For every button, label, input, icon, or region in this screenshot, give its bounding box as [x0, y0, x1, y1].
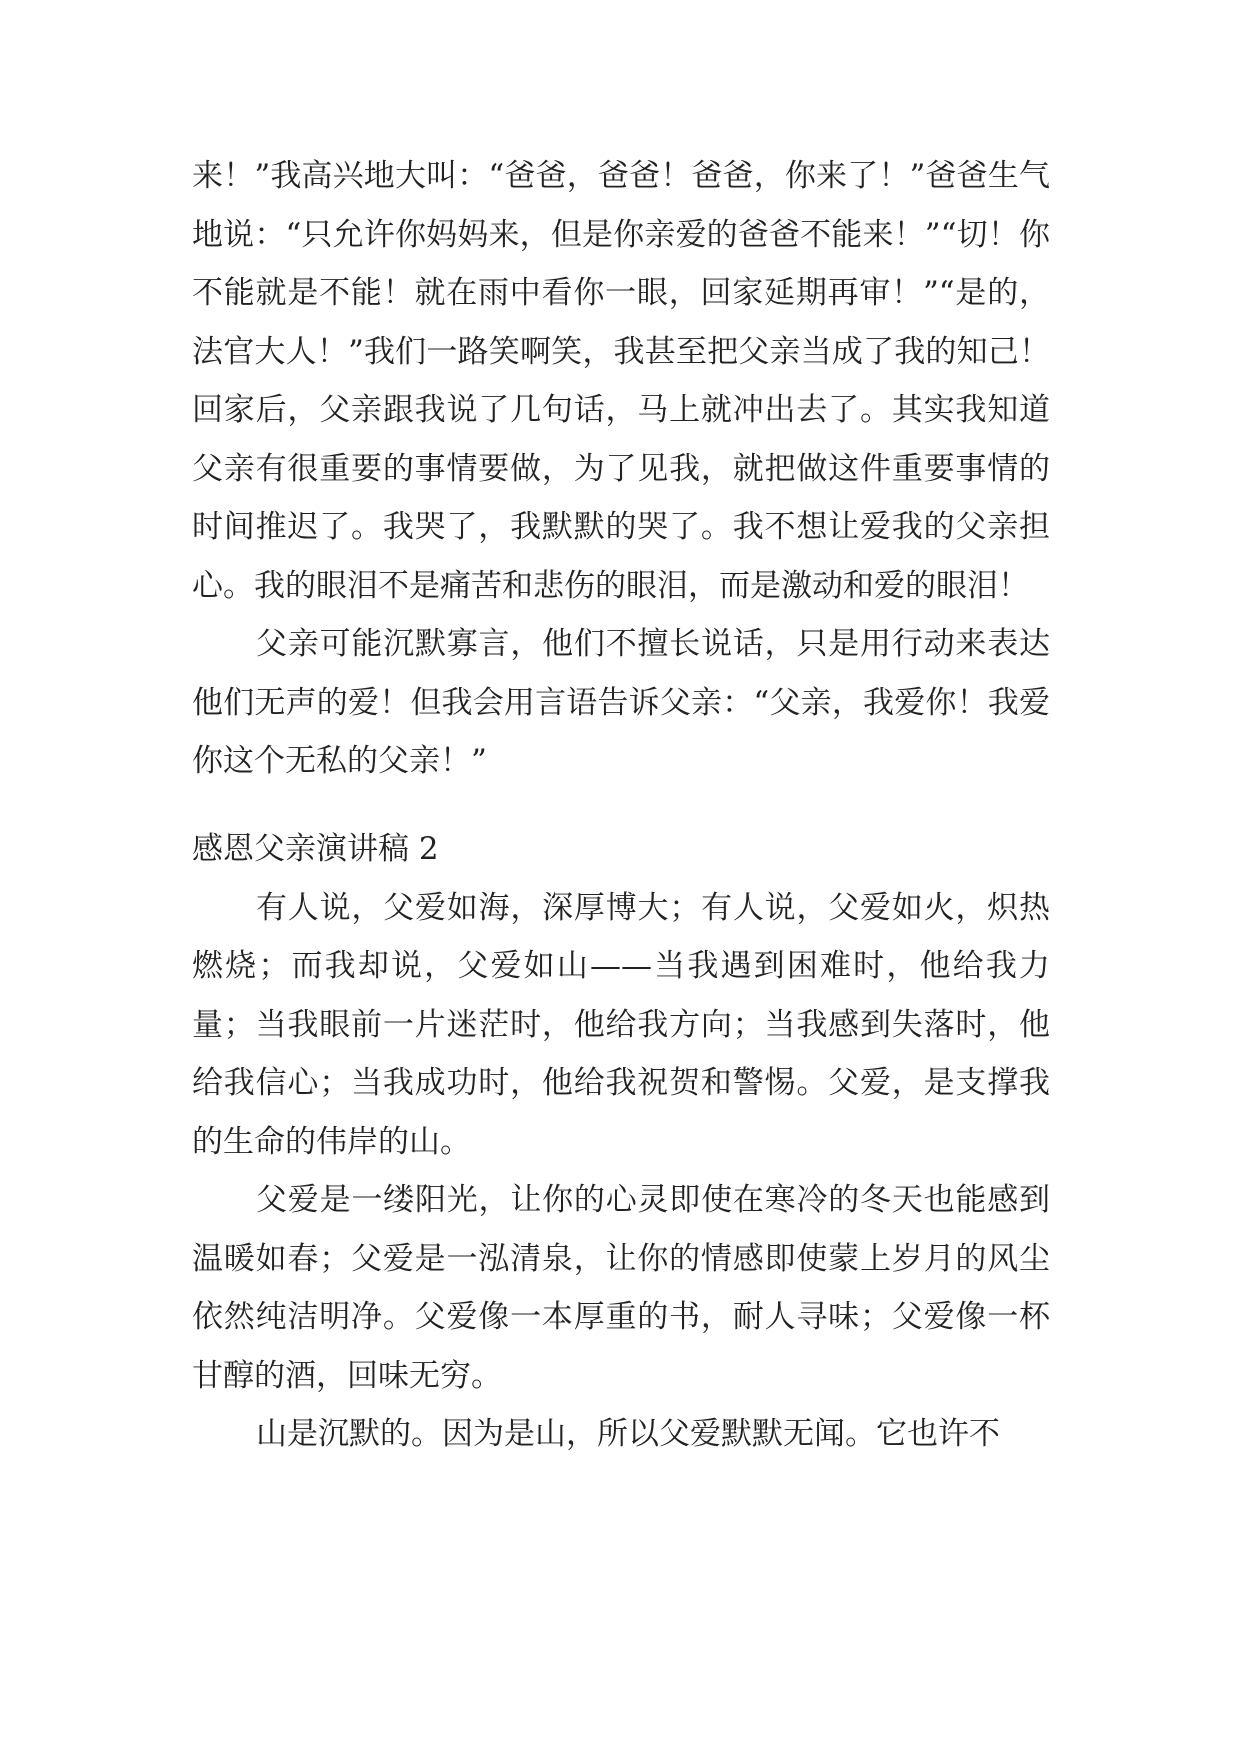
section-title: 感恩父亲演讲稿 2	[192, 831, 439, 867]
paragraph-continued: 来！”我高兴地大叫：“爸爸，爸爸！爸爸，你来了！”爸爸生气地说：“只允许你妈妈来，但是你亲爱的爸爸不能来！”“切！你不能就是不能！就在雨中看你一眼，回家延期再审！”“是的，法官大人！”我们一路笑啊笑，我甚至把父亲当成了我的知己！回家后，父亲跟我说了几句话，马上就冲出去了。其实我知道父亲有很重要的事情要做，为了见我，就把做这件重要事情的时间推迟了。我哭了，我默默的哭了。我不想让爱我的父亲担心。我的眼泪不是痛苦和悲伤的眼泪，而是激动和爱的眼泪！	[192, 158, 1050, 604]
top-text-block	[192, 147, 1050, 791]
paragraph-father-silent: 父亲可能沉默寡言，他们不擅长说话，只是用行动来表达他们无声的爱！但我会用言语告诉父亲：“父亲，我爱你！我爱你这个无私的父亲！”	[192, 626, 1050, 779]
paragraph-mountain-silent: 山是沉默的。因为是山，所以父爱默默无闻。它也许不	[256, 1416, 1000, 1452]
section-2-block	[192, 820, 1050, 1464]
paragraph-father-love-sunshine: 父爱是一缕阳光，让你的心灵即使在寒冷的冬天也能感到温暖如春；父爱是一泓清泉，让你的情感即使蒙上岁月的风尘依然纯洁明净。父爱像一本厚重的书，耐人寻味；父爱像一杯甘醇的酒，回味无穷。	[192, 1182, 1050, 1394]
paragraph-father-love-mountain: 有人说，父爱如海，深厚博大；有人说，父爱如火，炽热燃烧；而我却说，父爱如山——当我遇到困难时，他给我力量；当我眼前一片迷茫时，他给我方向；当我感到失落时，他给我信心；当我成功时，他给我祝贺和警惕。父爱，是支撑我的生命的伟岸的山。	[192, 889, 1050, 1160]
